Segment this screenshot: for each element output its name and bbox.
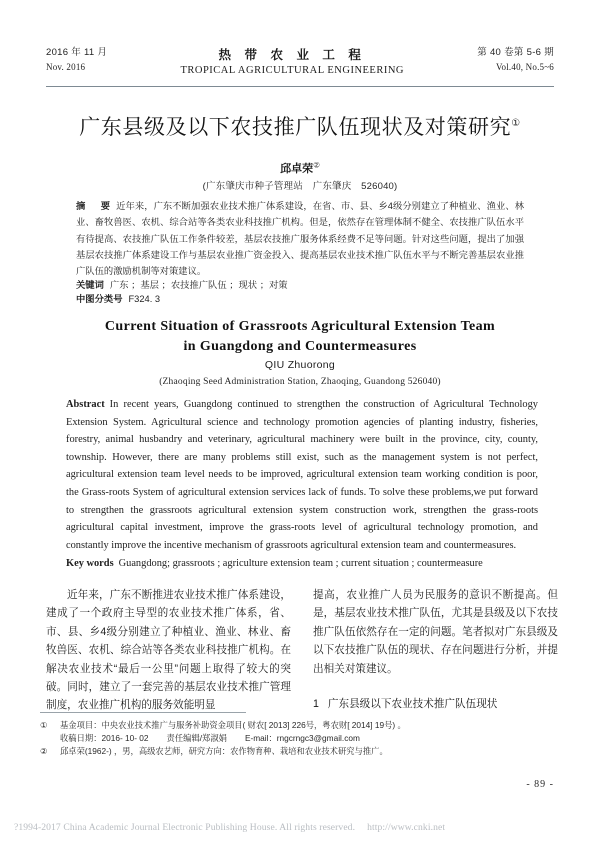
abstract-en-text: In recent years, Guangdong continued to strengthen the construction of Agricultural Technology Extension System. Agricultural science and technology promotion agencies of planting industry, fisheries, forestry, animal husbandry and veterinary, agricultural machinery were built in the province, city, county, township. However, there are many problems still exist, such as the management system is not perfect, agricultural extension team level needs to be improved, agricultural extension team working condition is poor, the Grass-roots System of agricultural extension services lack of funds. To solve these problems,we put forward to strengthen the grassroots agricultural extension system construction work, strengthen the grass-roots agricultural capital investment, improve the grass-roots level of agricultural technology promotion, and constantly improve the incentive mechanism of grassroots agricultural extension team and countermeasures.	[66, 399, 538, 551]
keywords-cn-text: 广东 ；基层 ；农技推广队伍 ；现状 ；对策	[109, 280, 288, 290]
body-columns	[46, 586, 558, 715]
author-footnote-marker: ②	[313, 160, 320, 170]
watermark-text: ?1994-2017 China Academic Journal Electronic Publishing House. All rights reserved.	[14, 822, 356, 833]
clc-label: 中图分类号	[76, 294, 123, 304]
affiliation-cn: (广东肇庆市种子管理站 广东肇庆 526040)	[202, 181, 398, 192]
clc-number	[76, 292, 524, 306]
page-number: - 89 -	[526, 779, 554, 790]
footnote-marker-1: ①	[40, 720, 48, 730]
footnote-item-1	[40, 719, 554, 732]
body-column-left	[46, 586, 291, 715]
abstract-en	[66, 396, 538, 554]
section-title: 广东县级以下农业技术推广队伍现状	[327, 698, 498, 711]
received-date: 收稿日期：2016- 10- 02	[60, 733, 149, 744]
masthead-volume	[477, 46, 554, 75]
keywords-en	[66, 556, 538, 572]
title-en-line1: Current Situation of Grassroots Agricultural Extension Team	[104, 319, 496, 334]
section-number: 1	[313, 698, 319, 711]
watermark-url: http://www.cnki.net	[367, 822, 446, 833]
body-paragraph-right: 提高，农业推广人员为民服务的意识不断提高。但是，基层农业技术推广队伍，尤其是县级及以下农技推广队伍依然存在一定的问题。笔者拟对广东县级及以下农技推广队伍的现状、存在问题进行分析，并提出相关对策建议。	[313, 589, 558, 675]
journal-name-cn: 热 带 农 业 工 程	[218, 48, 366, 62]
responsible-editor: 责任编辑/郑淑娟	[166, 733, 227, 744]
abstract-en-label: Abstract	[66, 399, 105, 410]
footnote-marker-2: ②	[40, 746, 48, 757]
footnote-text-2: 邱卓荣(1962-) ，男，高级农艺师，研究方向：农作物育种、栽培和农业技术研究与推广。	[60, 746, 388, 757]
keywords-en-text: Guangdong; grassroots ; agriculture extension team ; current situation ; countermeasure	[118, 558, 483, 569]
journal-name-en: TROPICAL AGRICULTURAL ENGINEERING	[180, 65, 405, 76]
abstract-cn-label: 摘 要	[76, 201, 114, 211]
footnotes	[40, 719, 554, 759]
affiliation-en: (Zhaoqing Seed Administration Station, Zhaoqing, Guandong 526040)	[159, 377, 441, 387]
masthead-volume-en: Vol.40, No.5~6	[495, 61, 554, 72]
masthead	[46, 46, 554, 76]
keywords-cn	[76, 278, 524, 292]
footnote-rule	[40, 712, 246, 713]
title-footnote-marker: ①	[511, 118, 521, 129]
title-cn-text: 广东县级及以下农技推广队伍现状及对策研究	[79, 116, 512, 139]
keywords-cn-label: 关键词	[76, 280, 104, 290]
keywords-en-label: Key words	[66, 558, 114, 569]
masthead-date-cn: 2016 年 11 月	[46, 47, 108, 58]
masthead-date	[46, 46, 107, 75]
title-en-line2: in Guangdong and Countermeasures	[183, 339, 417, 354]
footnote-meta-line	[60, 732, 554, 745]
body-column-right	[313, 586, 558, 715]
masthead-rule	[46, 86, 554, 87]
abstract-cn-text: 近年来，广东不断加强农业技术推广体系建设，在省、市、县、乡4级分别建立了种植业、渔业、林业、畜牧兽医、农机、综合站等各类农业科技推广机构。但是，依然存在管理体制不健全、农技推广队伍水平有待提高、农技推广队伍工作条件较差，基层农技推广服务体系经费不足等问题。针对这些问题，提出了加强基层农技推广体系建设工作与基层农业推广资金投入、提高基层农业技术推广队伍水平与不断完善基层农业推广队伍的激励机制等对策建议。	[76, 201, 524, 277]
page-title-en	[86, 317, 514, 357]
author-cn-name: 邱卓荣	[280, 163, 314, 175]
masthead-volume-cn: 第 40 卷第 5-6 期	[477, 47, 554, 58]
footnote-text-1: 基金项目：中央农业技术推广与服务补助资金项目( 财农[ 2013] 226号，粤农财[ 2014] 19号) 。	[60, 720, 406, 730]
author-cn	[46, 160, 554, 176]
author-en: QIU Zhuorong	[264, 359, 336, 371]
copyright-watermark	[14, 822, 445, 833]
contact-email: E-mail：rngcrngc3@gmail.com	[244, 733, 360, 744]
journal-name	[180, 45, 404, 76]
page-title	[46, 111, 554, 141]
abstract-cn	[76, 198, 524, 279]
body-paragraph-left: 近年来，广东不断推进农业技术推广体系建设，建成了一个政府主导型的农业技术推广体系，省、市、县、乡4级分别建立了种植业、渔业、林业、畜牧兽医、农机、综合站等各类农业科技推广机构。在解决农业技术“最后一公里”问题上取得了较大的突破。同时，建立了一套完善的基层农业技术推广管理制度，农业推广机构的服务效能明显	[46, 589, 291, 712]
footnote-item-2	[40, 745, 554, 758]
clc-value: F324. 3	[128, 294, 161, 304]
masthead-date-en: Nov. 2016	[46, 61, 86, 72]
section-heading-1	[313, 695, 558, 713]
